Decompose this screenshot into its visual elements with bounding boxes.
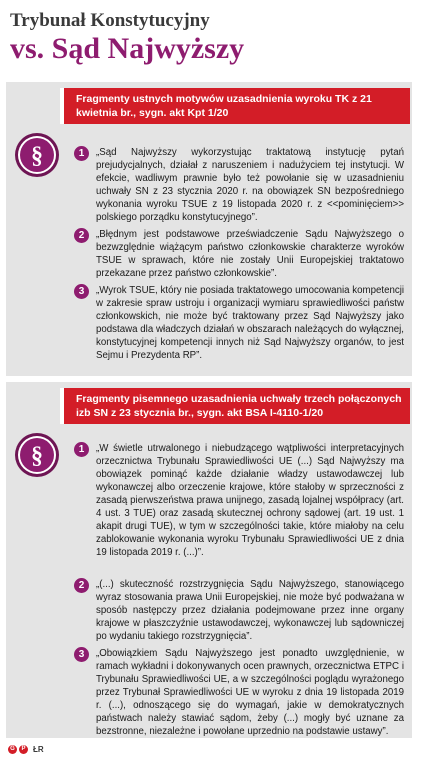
quote-text: „Obowiązkiem Sądu Najwyższego jest ponadto uwzględnienie, w ramach wykładni i dokonywanych ocen prawnych, orzecznictwa ETPC i Trybunału Sprawiedliwości UE, a w szczególności poglądu wyrażonego przez Trybunał Sprawiedliwości UE w wyroku z dnia 19 listopada 2019 r. (...), odnoszącego się do wymagań, jakie w demokratycznych państwach należy stawiać sądom, żeby (...) mogły być uznane za bezstronne, niezależne i powołane uprzednio na podstawie ustawy”.	[96, 648, 404, 737]
paragraph-glyph: §	[31, 443, 43, 469]
banner-text: Fragmenty ustnych motywów uzasadnienia wyroku TK z 21 kwietnia br., sygn. akt Kpt 1/20	[76, 93, 372, 119]
item-number: 3	[74, 284, 89, 299]
quote-text: „Wyrok TSUE, który nie posiada traktatowego umocowania kompetencji w zakresie spraw ustroju i organizacji wymiaru sprawiedliwości państw członkowskich, nie może być traktowany przez Sąd Najwyższy jako podstawa dla władczych działań w obszarach należących do wyłącznej, konstytucyjnej kompetencji innych niż Sąd Najwyższy organów, to jest Sejmu i Prezydenta RP”.	[96, 285, 404, 361]
paragraph-icon	[14, 132, 60, 178]
quote-text: „Sąd Najwyższy wykorzystując traktatową instytucję pytań prejudycjalnych, działał z naruszeniem i nadużyciem tej instytucji. W efekcie, wadliwym prawnie było też powołanie się w uzasadnieniu uchwały SN z 23 stycznia 2020 r. na obowiązek SN bezpośredniego wykonania wyroku TSUE z 19 listopada 2020 r. z <<pominięciem>> polskiego porządku konstytucyjnego”.	[96, 147, 404, 223]
paragraph-glyph: §	[31, 143, 43, 169]
page-title: Trybunał Konstytucyjny	[10, 10, 210, 31]
section-banner	[64, 388, 410, 424]
section-banner	[64, 88, 410, 124]
item-number: 1	[74, 442, 89, 457]
logo-dot: G	[8, 745, 17, 754]
paragraph-icon	[14, 432, 60, 478]
item-number: 3	[74, 647, 89, 662]
section-sn-reasons	[6, 382, 412, 738]
item-number: 2	[74, 228, 89, 243]
item-number: 2	[74, 578, 89, 593]
section-tk-reasons	[6, 82, 412, 376]
author-credit: ŁR	[33, 745, 44, 754]
page-subtitle: vs. Sąd Najwyższy	[10, 32, 245, 65]
quote-text: „Błędnym jest podstawowe przeświadczenie Sądu Najwyższego o bezwzględnie wiążącym państwo członkowskie charakterze wyroków TSUE w sprawach, które nie zostały Unii Europejskiej traktatowo przekazane przez państwo członkowskie”.	[96, 229, 404, 279]
item-number: 1	[74, 146, 89, 161]
quote-text: „(...) skuteczność rozstrzygnięcia Sądu Najwyższego, stanowiącego wyraz stosowania prawa Unii Europejskiej, nie może być podważana w sposób następczy przez działania podejmowane przez inne organy krajowe w płaszczyźnie ustawodawczej, wykonawczej lub sądowniczej po wydaniu takiego rozstrzygnięcia”.	[96, 579, 404, 642]
banner-text: Fragmenty pisemnego uzasadnienia uchwały trzech połączonych izb SN z 23 stycznia br., sygn. akt BSA I-4110-1/20	[76, 393, 402, 419]
publisher-logo	[8, 745, 44, 754]
quote-text: „W świetle utrwalonego i niebudzącego wątpliwości interpretacyjnych orzecznictwa Trybunału Sprawiedliwości UE (...) Sąd Najwyższy ma obowiązek pominąć każde działanie władzy ustawodawczej lub wykonawczej albo orzeczenie krajowe, które stałoby w sprzeczności z zasadą pierwszeństwa prawa unijnego, zasadą lojalnej współpracy (art. 4 ust. 3 TUE) oraz zasadą skutecznej ochrony sądowej (art. 19 ust. 1 akapit drugi TUE), w tym w szczególności takie, które miałoby na celu zablokowanie wykonania wyroku Trybunału Sprawiedliwości UE z dnia 19 listopada 2019 r. (...)”.	[96, 443, 404, 558]
logo-dot: P	[19, 745, 28, 754]
